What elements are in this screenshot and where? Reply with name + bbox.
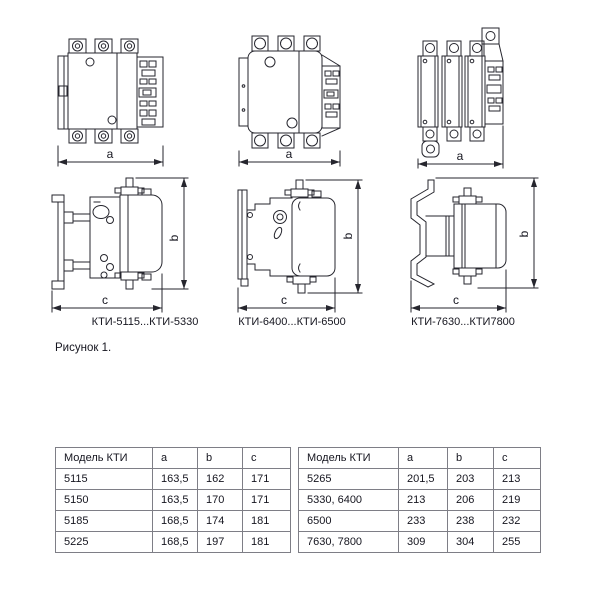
front-view-kti-7630-7800	[398, 24, 538, 172]
contactor-front-view-3	[418, 28, 503, 157]
dimension-label-c: c	[453, 293, 459, 307]
table-cell: 232	[494, 511, 541, 532]
dimension-label-b: b	[341, 232, 355, 240]
table-cell: 163,5	[153, 490, 198, 511]
figure-caption: Рисунок 1.	[55, 342, 112, 354]
dimension-label-b: b	[167, 234, 181, 242]
table-cell: 213	[494, 469, 541, 490]
kti-dimensions-table-left	[55, 447, 291, 553]
table-cell: 233	[399, 511, 448, 532]
table-cell: 6500	[299, 511, 399, 532]
contactor-side-view-3	[411, 180, 506, 287]
table-cell: 203	[448, 469, 494, 490]
drawing-group-caption-3: КТИ-7630...КТИ7800	[411, 316, 515, 328]
contactor-front-view-1	[58, 39, 163, 143]
table-row	[299, 490, 541, 511]
table-cell: 7630, 7800	[299, 532, 399, 553]
table-header-cell: a	[399, 448, 448, 469]
table-cell: 309	[399, 532, 448, 553]
table-cell: 181	[243, 511, 291, 532]
kti-dimensions-table-right	[298, 447, 541, 553]
table-header-cell: b	[198, 448, 243, 469]
table-cell: 181	[243, 532, 291, 553]
front-view-kti-5115-5330	[52, 24, 187, 172]
table-cell: 162	[198, 469, 243, 490]
dimension-label-c: c	[281, 293, 287, 307]
table-row	[56, 511, 291, 532]
contactor-side-view-1	[52, 178, 162, 289]
front-view-kti-6400-6500	[222, 24, 357, 172]
table-cell: 171	[243, 490, 291, 511]
table-cell: 255	[494, 532, 541, 553]
table-cell: 201,5	[399, 469, 448, 490]
side-view-kti-6400-6500	[222, 176, 367, 316]
drawing-group-caption-2: КТИ-6400...КТИ-6500	[238, 316, 346, 328]
table-header-row	[299, 448, 541, 469]
dimension-label-a: a	[106, 147, 114, 161]
table-header-cell: b	[448, 448, 494, 469]
table-row	[56, 532, 291, 553]
table-cell: 168,5	[153, 532, 198, 553]
table-header-cell: Модель КТИ	[299, 448, 399, 469]
table-header-cell: c	[243, 448, 291, 469]
table-cell: 206	[448, 490, 494, 511]
table-header-cell: a	[153, 448, 198, 469]
side-view-kti-7630-7800	[396, 176, 546, 316]
table-cell: 163,5	[153, 469, 198, 490]
drawing-group-caption-1: КТИ-5115...КТИ-5330	[91, 316, 199, 328]
dimension-label-b: b	[517, 230, 531, 238]
dimension-label-c: c	[102, 293, 108, 307]
table-row	[299, 532, 541, 553]
table-cell: 5150	[56, 490, 153, 511]
table-cell: 5185	[56, 511, 153, 532]
table-cell: 304	[448, 532, 494, 553]
table-cell: 174	[198, 511, 243, 532]
table-cell: 213	[399, 490, 448, 511]
dimension-label-a: a	[456, 149, 464, 163]
table-row	[56, 469, 291, 490]
dimension-label-a: a	[285, 147, 293, 161]
table-row	[299, 469, 541, 490]
table-cell: 5115	[56, 469, 153, 490]
table-row	[299, 511, 541, 532]
table-row	[56, 490, 291, 511]
table-cell: 219	[494, 490, 541, 511]
side-view-kti-5115-5330	[48, 176, 193, 316]
table-cell: 5265	[299, 469, 399, 490]
table-cell: 5330, 6400	[299, 490, 399, 511]
table-cell: 171	[243, 469, 291, 490]
contactor-front-view-2	[239, 36, 340, 148]
table-cell: 5225	[56, 532, 153, 553]
table-header-row	[56, 448, 291, 469]
contactor-side-view-2	[238, 180, 335, 293]
table-cell: 238	[448, 511, 494, 532]
table-cell: 168,5	[153, 511, 198, 532]
table-cell: 170	[198, 490, 243, 511]
table-header-cell: c	[494, 448, 541, 469]
table-cell: 197	[198, 532, 243, 553]
table-header-cell: Модель КТИ	[56, 448, 153, 469]
